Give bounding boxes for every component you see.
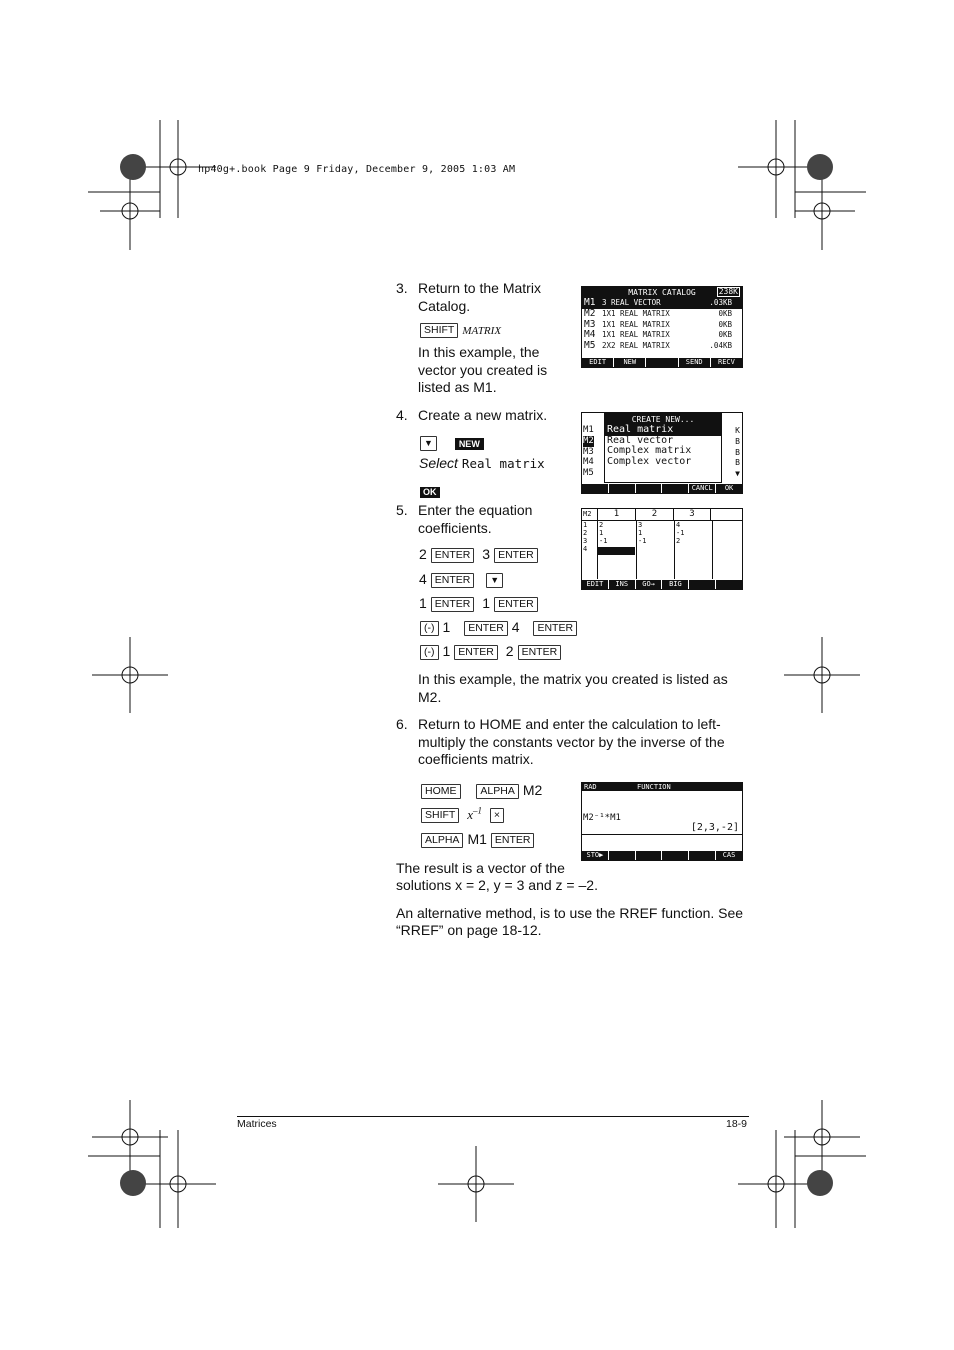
softkey: EDIT — [582, 580, 609, 589]
negate-key: (-) — [420, 645, 439, 660]
multiply-key: × — [490, 808, 504, 823]
angle-mode: RAD — [584, 783, 597, 791]
cell-value: 2 — [676, 537, 681, 545]
value-2: 2 — [419, 546, 427, 562]
page-number: 18-9 — [726, 1118, 748, 1130]
softkey — [646, 358, 678, 367]
step-text: Return to the Matrix Catalog. — [418, 280, 541, 314]
cell-value: 4 — [676, 521, 681, 529]
matrix-size: 0KB — [718, 308, 732, 318]
dialog-option: Real matrix — [605, 425, 721, 436]
softkey-menu — [582, 484, 742, 493]
result-line: [2,3,-2] — [690, 822, 739, 833]
dialog-option: Real vector — [607, 434, 674, 446]
softkey-menu — [582, 851, 742, 860]
row-index: 1 2 3 4 — [582, 521, 598, 579]
dialog-option: Complex matrix — [607, 445, 692, 456]
home-key: HOME — [421, 784, 461, 799]
matrix-name: M4 — [583, 457, 594, 468]
softkey: CANCL — [689, 484, 716, 493]
softkey: RECV — [717, 358, 735, 366]
x-inverse-label: $x^{-1}$ — [467, 806, 483, 823]
matrix-name: M2 — [583, 435, 594, 446]
matrix-size: 0KB — [718, 330, 732, 340]
shift-key: SHIFT — [420, 323, 458, 338]
softkey — [662, 851, 689, 860]
column-header: 3 — [674, 509, 711, 520]
catalog-row — [582, 309, 742, 320]
value-1: 1 — [442, 643, 451, 659]
screen-title: MATRIX CATALOG — [628, 288, 696, 297]
enter-key: ENTER — [494, 597, 538, 612]
matrix-desc: 1X1 REAL MATRIX — [602, 319, 670, 329]
alpha-key: ALPHA — [421, 833, 463, 848]
m2-text: M2 — [522, 782, 543, 798]
step-text: Enter the equation coefficients. — [418, 502, 533, 536]
column-header: 2 — [636, 509, 674, 520]
matrix-size: .03KB — [709, 298, 732, 307]
negate-key: (-) — [420, 621, 439, 636]
cell-value: -1 — [638, 537, 647, 545]
softkey — [636, 484, 663, 493]
column-header: 1 — [598, 509, 636, 520]
size-column: K B B B ▼ — [735, 426, 740, 479]
footer-section: Matrices — [237, 1118, 277, 1130]
result-text-line1: The result is a vector of the — [396, 860, 565, 876]
matrix-name: M4 — [584, 329, 596, 341]
cell-value: -1 — [599, 537, 608, 545]
catalog-row — [582, 298, 742, 309]
step-number: 6. — [396, 716, 408, 732]
step-number: 4. — [396, 407, 408, 423]
select-label: Select — [419, 455, 458, 471]
softkey — [582, 484, 609, 493]
matrix-name: M2 — [584, 307, 596, 319]
softkey: OK — [724, 484, 734, 492]
file-info: hp40g+.book Page 9 Friday, December 9, 2005 1:03 AM — [198, 164, 516, 175]
step-number: 5. — [396, 502, 408, 518]
matrix-name: M1 — [583, 425, 594, 435]
value-1: 1 — [442, 619, 451, 635]
softkey: STO▶ — [582, 851, 609, 860]
softkey: NEW — [614, 358, 646, 367]
enter-key: ENTER — [491, 833, 535, 848]
dialog-option: Complex vector — [607, 455, 692, 467]
cell-value: 2 — [599, 521, 604, 529]
matrix-desc: 1X1 REAL MATRIX — [602, 308, 670, 318]
value-1: 1 — [419, 595, 427, 611]
app-mode: FUNCTION — [637, 783, 671, 791]
alt-method-line2: “RREF” on page 18-12. — [396, 922, 542, 938]
entry-line: M2⁻¹*M1 — [583, 813, 621, 823]
value-4: 4 — [511, 619, 520, 635]
enter-key: ENTER — [494, 548, 538, 563]
softkey — [636, 851, 663, 860]
value-2: 2 — [505, 643, 514, 659]
cell-value: 1 — [599, 529, 604, 537]
create-new-dialog — [604, 413, 722, 483]
calculator-screen-matrix-catalog — [581, 286, 743, 368]
memory-indicator: 238K — [718, 287, 738, 296]
enter-key: ENTER — [518, 645, 562, 660]
matrix-name: M2 — [582, 509, 598, 520]
alpha-key: ALPHA — [476, 784, 518, 799]
matrix-key-label: MATRIX — [462, 325, 502, 337]
new-softkey: NEW — [455, 438, 484, 450]
catalog-row — [582, 320, 742, 331]
cell-value: 3 — [638, 521, 643, 529]
softkey: CAS — [722, 851, 736, 859]
enter-key: ENTER — [431, 573, 475, 588]
cell-cursor — [598, 547, 635, 555]
softkey — [662, 484, 689, 493]
catalog-row — [582, 341, 742, 352]
select-value: Real matrix — [461, 456, 545, 471]
down-arrow-key: ▼ — [486, 573, 503, 588]
matrix-name: M5 — [583, 468, 594, 479]
step-note: In this example, the matrix you created is listed as M2. — [418, 671, 728, 705]
matrix-desc: 3 REAL VECTOR — [602, 298, 661, 307]
softkey — [609, 851, 636, 860]
catalog-row — [582, 330, 742, 341]
down-arrow-key: ▼ — [420, 436, 437, 451]
step-text: Return to HOME and enter the calculation to left-multiply the constants vector by the inverse of the coefficients matrix. — [418, 716, 725, 767]
softkey — [689, 851, 716, 860]
softkey: EDIT — [582, 358, 614, 367]
cell-value: -1 — [676, 529, 685, 537]
shift-key: SHIFT — [421, 808, 459, 823]
cell-value: 1 — [638, 529, 643, 537]
step-note: In this example, the vector you created is listed as M1. — [418, 344, 548, 395]
matrix-size: 0KB — [718, 319, 732, 329]
enter-key: ENTER — [533, 621, 577, 636]
value-3: 3 — [482, 546, 491, 562]
softkey: GO→ — [636, 580, 663, 589]
matrix-name: M5 — [584, 340, 596, 352]
enter-key: ENTER — [464, 621, 508, 636]
softkey — [716, 580, 742, 589]
value-4: 4 — [419, 571, 427, 587]
softkey-menu — [582, 358, 742, 367]
softkey — [689, 580, 716, 589]
dialog-title: CREATE NEW... — [605, 414, 721, 425]
footer-rule — [237, 1116, 749, 1117]
matrix-desc: 1X1 REAL MATRIX — [602, 330, 670, 340]
softkey: INS — [609, 580, 636, 589]
matrix-name: M3 — [583, 446, 594, 457]
step-number: 3. — [396, 280, 408, 296]
enter-key: ENTER — [431, 597, 475, 612]
softkey: SEND — [679, 358, 711, 367]
calculator-screen-home — [581, 782, 743, 861]
result-text-line2: solutions x = 2, y = 3 and z = –2. — [396, 877, 598, 893]
calculator-screen-matrix-editor — [581, 508, 743, 590]
matrix-name: M3 — [584, 318, 596, 330]
enter-key: ENTER — [431, 548, 475, 563]
value-1: 1 — [482, 595, 491, 611]
calculator-screen-create-new — [581, 412, 743, 494]
enter-key: ENTER — [454, 645, 498, 660]
m1-text: M1 — [467, 831, 487, 847]
ok-softkey: OK — [420, 487, 440, 498]
alt-method-line1: An alternative method, is to use the RREF function. See — [396, 905, 744, 921]
matrix-desc: 2X2 REAL MATRIX — [602, 341, 670, 351]
matrix-size: .04KB — [709, 341, 732, 351]
matrix-name: M1 — [584, 297, 596, 308]
softkey — [609, 484, 636, 493]
softkey-menu — [582, 580, 742, 589]
step-text: Create a new matrix. — [418, 407, 548, 423]
softkey: BIG — [662, 580, 689, 589]
